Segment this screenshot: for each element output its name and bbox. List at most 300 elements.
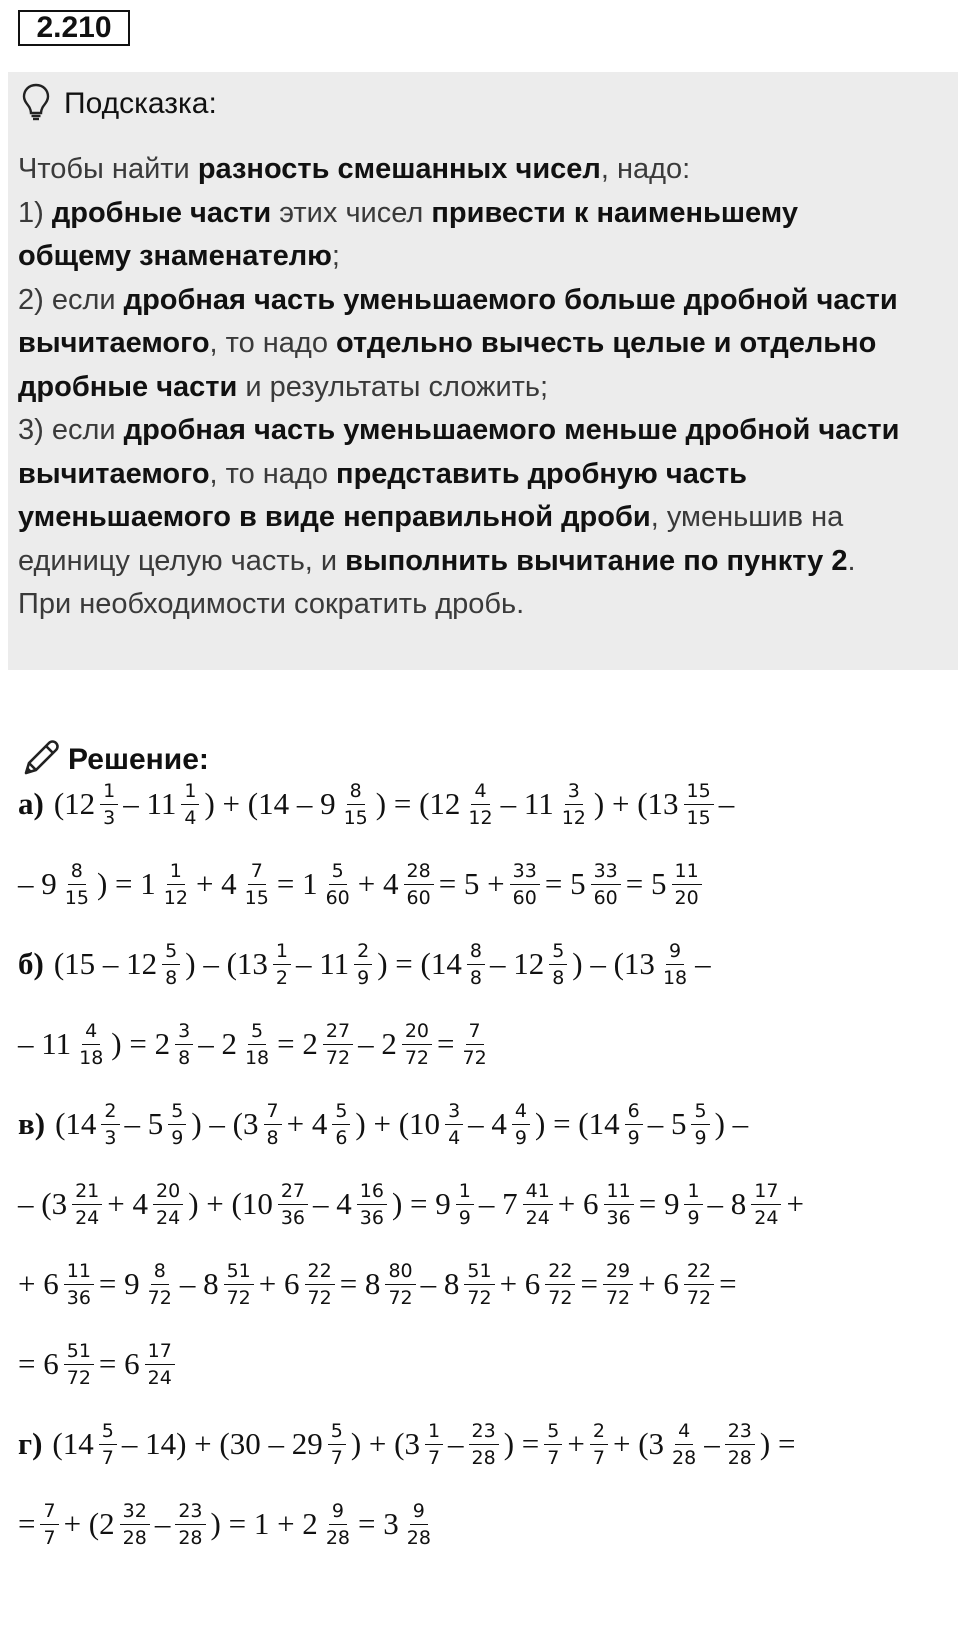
- fraction-numerator: 51: [224, 1260, 254, 1285]
- hint-bold-text: дробные части: [18, 370, 238, 403]
- fraction: [385, 1260, 415, 1309]
- math-text: ) + (13: [593, 786, 679, 821]
- fraction-denominator: 36: [66, 1286, 91, 1309]
- fraction: [273, 940, 291, 989]
- fraction-numerator: 2: [101, 1100, 119, 1125]
- fraction-numerator: 8: [467, 940, 485, 965]
- math-text: – 7: [478, 1186, 518, 1221]
- fraction: [512, 1100, 530, 1149]
- fraction-numerator: 8: [68, 860, 86, 885]
- fraction: [684, 780, 714, 829]
- math-text: ) – (13: [572, 946, 655, 981]
- fraction: [464, 1260, 494, 1309]
- hint-text-segment: , надо:: [600, 153, 691, 185]
- fraction-numerator: 51: [464, 1260, 494, 1285]
- fraction-denominator: 7: [592, 1446, 605, 1469]
- fraction: [145, 1340, 175, 1389]
- fraction-denominator: 24: [156, 1206, 181, 1229]
- math-text: –: [695, 946, 711, 981]
- fraction-numerator: 20: [153, 1180, 183, 1205]
- fraction-numerator: 4: [675, 1420, 693, 1445]
- fraction: [175, 1500, 205, 1549]
- fraction-denominator: 7: [43, 1526, 56, 1549]
- fraction-numerator: 11: [604, 1180, 634, 1205]
- fraction-numerator: 4: [82, 1020, 100, 1045]
- fraction: [224, 1260, 254, 1309]
- fraction: [62, 860, 92, 909]
- hint-text-segment: ;: [331, 240, 340, 272]
- fraction-denominator: 60: [325, 886, 350, 909]
- fraction: [76, 1020, 106, 1069]
- fraction: [328, 1420, 346, 1469]
- math-text: –: [704, 1426, 720, 1461]
- math-text: + (2: [63, 1506, 115, 1541]
- fraction-denominator: 72: [307, 1286, 332, 1309]
- fraction-numerator: 22: [545, 1260, 575, 1285]
- fraction: [153, 1180, 183, 1229]
- fraction-numerator: 80: [385, 1260, 415, 1285]
- fraction-denominator: 3: [104, 1126, 117, 1149]
- fraction: [40, 1500, 58, 1549]
- math-text: – 11: [18, 1026, 72, 1061]
- item-label: а): [18, 786, 44, 821]
- math-text: – 11: [123, 786, 177, 821]
- fraction: [625, 1100, 643, 1149]
- fraction-denominator: 18: [79, 1046, 104, 1069]
- hint-text-segment: , то надо: [209, 327, 337, 359]
- fraction: [357, 1180, 387, 1229]
- math-text: = 6: [98, 1346, 140, 1381]
- fraction: [305, 1260, 335, 1309]
- math-text: ) = (12: [375, 786, 461, 821]
- fraction-numerator: 3: [445, 1100, 463, 1125]
- fraction-denominator: 7: [547, 1446, 560, 1469]
- fraction-denominator: 28: [325, 1526, 350, 1549]
- fraction-denominator: 15: [343, 806, 368, 829]
- math-text: = 5: [625, 866, 667, 901]
- hint-bold-text: привести к наименьшему: [431, 196, 798, 229]
- hint-line: [18, 409, 948, 453]
- fraction-numerator: 9: [666, 940, 684, 965]
- fraction-denominator: 60: [512, 886, 537, 909]
- fraction-denominator: 6: [335, 1126, 348, 1149]
- fraction-numerator: 9: [410, 1500, 428, 1525]
- math-text: + 4: [357, 866, 399, 901]
- task-number: 2.210: [18, 10, 130, 46]
- fraction: [161, 860, 191, 909]
- fraction-denominator: 9: [627, 1126, 640, 1149]
- fraction-denominator: 9: [357, 966, 370, 989]
- math-text: ) – (13: [185, 946, 268, 981]
- fraction-denominator: 28: [122, 1526, 147, 1549]
- fraction: [242, 1020, 272, 1069]
- fraction-numerator: 3: [175, 1020, 193, 1045]
- hint-bold-text: вычитаемого: [18, 457, 210, 490]
- fraction-numerator: 7: [248, 860, 266, 885]
- math-text: =: [719, 1266, 737, 1301]
- fraction-denominator: 72: [605, 1286, 631, 1309]
- fraction-denominator: 60: [593, 886, 618, 909]
- fraction: [323, 860, 353, 909]
- fraction: [510, 860, 540, 909]
- fraction: [100, 780, 118, 829]
- fraction-denominator: 72: [388, 1286, 413, 1309]
- hint-line: [18, 453, 948, 497]
- hint-line: [18, 192, 948, 236]
- math-text: – 2: [358, 1026, 397, 1061]
- item-label: в): [18, 1106, 46, 1141]
- fraction: [181, 780, 199, 829]
- math-text: = 3: [358, 1506, 399, 1541]
- fraction-denominator: 3: [103, 806, 116, 829]
- math-text: ) + (14 – 9: [204, 786, 336, 821]
- fraction-numerator: 9: [329, 1500, 347, 1525]
- fraction: [278, 1180, 308, 1229]
- solution-line: [18, 932, 948, 996]
- fraction-denominator: 36: [359, 1206, 384, 1229]
- fraction: [354, 940, 372, 989]
- math-text: ) + (10: [188, 1186, 273, 1221]
- hint-text-segment: 1): [18, 196, 52, 229]
- math-text: – 4: [313, 1186, 352, 1221]
- hint-text-segment: При необходимости сократить дробь.: [18, 588, 525, 620]
- fraction-denominator: 9: [458, 1206, 471, 1229]
- fraction-numerator: 17: [751, 1180, 781, 1205]
- fraction-denominator: 8: [469, 966, 482, 989]
- fraction-numerator: 15: [684, 780, 714, 805]
- fraction-denominator: 28: [727, 1446, 752, 1469]
- solution-line: [18, 1092, 948, 1156]
- math-text: (14: [55, 1106, 97, 1141]
- fraction: [660, 940, 690, 989]
- math-text: + 4: [286, 1106, 328, 1141]
- fraction: [404, 1500, 434, 1549]
- math-text: = 8: [339, 1266, 381, 1301]
- fraction-denominator: 9: [171, 1126, 184, 1149]
- fraction-numerator: 51: [64, 1340, 94, 1365]
- fraction-denominator: 8: [266, 1126, 279, 1149]
- fraction: [549, 940, 567, 989]
- fraction: [162, 940, 180, 989]
- math-text: = 1: [276, 866, 318, 901]
- fraction-numerator: 5: [99, 1420, 117, 1445]
- fraction-denominator: 18: [244, 1046, 270, 1069]
- math-text: –: [718, 786, 735, 821]
- hint-line: [18, 235, 948, 279]
- fraction-numerator: 5: [544, 1420, 562, 1445]
- fraction-denominator: 4: [184, 806, 197, 829]
- fraction-denominator: 7: [330, 1446, 343, 1469]
- hint-line: [18, 148, 948, 192]
- math-text: + 6: [638, 1266, 679, 1301]
- item-label: б): [18, 946, 44, 981]
- fraction-denominator: 8: [552, 966, 565, 989]
- fraction: [603, 1260, 633, 1309]
- fraction: [264, 1100, 282, 1149]
- fraction: [591, 860, 621, 909]
- fraction-denominator: 36: [280, 1206, 306, 1229]
- fraction: [64, 1340, 94, 1389]
- hint-title: Подсказка:: [64, 87, 217, 120]
- hint-text-segment: , то надо: [209, 457, 337, 490]
- fraction-numerator: 4: [471, 780, 489, 805]
- math-text: =: [580, 1266, 598, 1301]
- math-text: + 6: [258, 1266, 300, 1301]
- fraction-numerator: 5: [168, 1100, 186, 1125]
- fraction-denominator: 9: [694, 1126, 707, 1149]
- fraction: [672, 860, 702, 909]
- hint-bold-text: дробная часть уменьшаемого больше дробной части: [123, 283, 898, 316]
- fraction-numerator: 20: [402, 1020, 432, 1045]
- fraction-numerator: 5: [162, 940, 180, 965]
- fraction: [101, 1100, 119, 1149]
- fraction: [590, 1420, 608, 1469]
- fraction: [175, 1020, 193, 1069]
- fraction-numerator: 1: [684, 1180, 702, 1205]
- fraction-denominator: 20: [674, 886, 699, 909]
- hint-text-segment: и результаты сложить;: [237, 370, 549, 403]
- solution-line: [18, 1332, 948, 1396]
- fraction-numerator: 5: [329, 860, 347, 885]
- math-text: – 5: [124, 1106, 164, 1141]
- fraction-numerator: 7: [40, 1500, 58, 1525]
- fraction: [341, 780, 371, 829]
- math-text: = 6: [18, 1346, 59, 1381]
- fraction-numerator: 28: [404, 860, 434, 885]
- fraction: [751, 1180, 781, 1229]
- math-text: – 2: [198, 1026, 237, 1061]
- solution-line: [18, 1172, 948, 1236]
- math-text: + (3: [612, 1426, 665, 1461]
- hint-line: [18, 583, 948, 627]
- fraction-denominator: 15: [686, 806, 711, 829]
- fraction-numerator: 2: [354, 940, 372, 965]
- fraction: [168, 1100, 186, 1149]
- math-text: ) = (14: [535, 1106, 620, 1141]
- fraction: [425, 1420, 443, 1469]
- fraction-denominator: 12: [561, 806, 586, 829]
- fraction-denominator: 24: [75, 1206, 100, 1229]
- fraction-denominator: 72: [66, 1366, 91, 1389]
- hint-text-segment: , уменьшив на: [650, 501, 844, 533]
- math-text: – 4: [468, 1106, 507, 1141]
- math-text: = 9: [638, 1186, 680, 1221]
- math-text: = 2: [277, 1026, 318, 1061]
- fraction-denominator: 72: [147, 1286, 172, 1309]
- fraction: [469, 1420, 499, 1469]
- fraction: [404, 860, 434, 909]
- math-text: + 6: [557, 1186, 599, 1221]
- fraction-numerator: 41: [523, 1180, 553, 1205]
- fraction-numerator: 1: [181, 780, 199, 805]
- hint-bold-text: общему знаменателю: [18, 240, 332, 272]
- fraction-numerator: 1: [273, 940, 291, 965]
- solution-line: [18, 852, 948, 916]
- fraction-denominator: 7: [427, 1446, 441, 1469]
- fraction-numerator: 16: [357, 1180, 387, 1205]
- math-text: – 9: [18, 866, 57, 901]
- math-text: = 9: [98, 1266, 140, 1301]
- fraction: [72, 1180, 102, 1229]
- solution-line: [18, 1012, 948, 1076]
- fraction-denominator: 28: [471, 1446, 496, 1469]
- fraction-denominator: 72: [462, 1046, 487, 1069]
- fraction-numerator: 22: [305, 1260, 335, 1285]
- fraction: [544, 1420, 562, 1469]
- fraction-numerator: 33: [510, 860, 540, 885]
- hint-bold-text: отдельно вычесть целые и отдельно: [336, 327, 877, 359]
- fraction: [604, 1180, 634, 1229]
- fraction: [402, 1020, 432, 1069]
- math-text: ) =: [503, 1426, 540, 1461]
- math-text: ) – (3: [191, 1106, 259, 1141]
- fraction-numerator: 29: [603, 1260, 633, 1285]
- fraction: [467, 940, 485, 989]
- fraction-denominator: 12: [468, 806, 493, 829]
- fraction-numerator: 27: [323, 1020, 353, 1045]
- fraction-denominator: 24: [754, 1206, 779, 1229]
- fraction-numerator: 5: [328, 1420, 346, 1445]
- math-text: ) = (14: [377, 946, 462, 981]
- fraction-denominator: 9: [514, 1126, 527, 1149]
- fraction-numerator: 23: [725, 1420, 755, 1445]
- fraction-denominator: 72: [548, 1286, 573, 1309]
- math-text: ) = 1: [96, 866, 156, 901]
- fraction-numerator: 1: [167, 860, 185, 885]
- fraction: [64, 1260, 94, 1309]
- math-text: –: [154, 1506, 171, 1541]
- hint-text-segment: единицу целую часть, и: [18, 544, 346, 577]
- fraction: [459, 1020, 489, 1069]
- fraction: [445, 1100, 463, 1149]
- fraction-denominator: 24: [147, 1366, 172, 1389]
- solution-title: Решение:: [68, 743, 209, 776]
- hint-line: [18, 496, 948, 540]
- fraction: [120, 1500, 150, 1549]
- math-text: – 11: [500, 786, 554, 821]
- fraction-numerator: 6: [625, 1100, 643, 1125]
- fraction-numerator: 11: [672, 860, 702, 885]
- fraction: [323, 1500, 353, 1549]
- fraction-numerator: 33: [591, 860, 621, 885]
- hint-box: [8, 72, 958, 670]
- fraction-numerator: 3: [565, 780, 583, 805]
- fraction-numerator: 7: [264, 1100, 282, 1125]
- fraction-numerator: 1: [425, 1420, 443, 1445]
- fraction-denominator: 9: [687, 1206, 700, 1229]
- fraction-numerator: 17: [145, 1340, 175, 1365]
- fraction-denominator: 36: [606, 1206, 631, 1229]
- math-text: – 8: [420, 1266, 460, 1301]
- fraction-denominator: 72: [226, 1286, 251, 1309]
- math-text: ) =: [759, 1426, 796, 1461]
- fraction: [456, 1180, 474, 1229]
- math-text: = 5: [544, 866, 586, 901]
- fraction: [465, 780, 495, 829]
- hint-bold-text: выполнить вычитание по пункту 2: [345, 544, 848, 577]
- fraction-denominator: 28: [406, 1526, 431, 1549]
- hint-text-segment: этих чисел: [271, 196, 432, 229]
- fraction-denominator: 72: [686, 1286, 712, 1309]
- fraction-denominator: 72: [404, 1046, 429, 1069]
- math-text: – 14) + (30 – 29: [121, 1426, 323, 1461]
- math-text: + 6: [499, 1266, 541, 1301]
- fraction-numerator: 5: [691, 1100, 709, 1125]
- fraction-numerator: 11: [64, 1260, 94, 1285]
- math-text: + 6: [18, 1266, 59, 1301]
- fraction-denominator: 12: [163, 886, 188, 909]
- hint-line: [18, 366, 948, 410]
- hint-bold-text: разность смешанных чисел: [197, 153, 601, 185]
- fraction-denominator: 7: [101, 1446, 114, 1469]
- hint-text-segment: 3) если: [18, 414, 124, 446]
- math-text: –: [448, 1426, 464, 1461]
- fraction-numerator: 5: [332, 1100, 350, 1125]
- math-text: ) = 2: [111, 1026, 171, 1061]
- math-text: ) –: [714, 1106, 749, 1141]
- math-text: + 4: [107, 1186, 148, 1221]
- solution-line: [18, 1412, 948, 1476]
- math-text: =: [437, 1026, 455, 1061]
- math-text: (12: [53, 786, 96, 821]
- hint-line: [18, 279, 948, 323]
- solution-line: [18, 1492, 948, 1556]
- hint-bold-text: представить дробную часть: [336, 457, 747, 490]
- fraction-numerator: 32: [120, 1500, 150, 1525]
- fraction: [242, 860, 272, 909]
- hint-text-segment: .: [847, 544, 856, 577]
- math-text: =: [18, 1506, 36, 1541]
- fraction: [559, 780, 589, 829]
- fraction-denominator: 8: [165, 966, 178, 989]
- solution-line: [18, 772, 948, 836]
- hint-header: [22, 84, 217, 124]
- fraction-denominator: 60: [406, 886, 431, 909]
- hint-bold-text: дробная часть уменьшаемого меньше дробной части: [123, 414, 900, 446]
- math-text: – 8: [179, 1266, 219, 1301]
- math-text: ) + (3: [350, 1426, 420, 1461]
- math-text: (15 – 12: [53, 946, 158, 981]
- fraction: [684, 1180, 702, 1229]
- fraction: [669, 1420, 699, 1469]
- hint-line: [18, 540, 948, 584]
- fraction-numerator: 4: [512, 1100, 530, 1125]
- fraction-numerator: 1: [100, 780, 118, 805]
- fraction-denominator: 8: [178, 1046, 191, 1069]
- fraction-numerator: 23: [469, 1420, 499, 1445]
- fraction-numerator: 1: [456, 1180, 474, 1205]
- lightbulb-icon: [22, 83, 50, 126]
- fraction-denominator: 15: [244, 886, 269, 909]
- math-text: – 11: [296, 946, 350, 981]
- fraction: [145, 1260, 175, 1309]
- fraction-numerator: 2: [590, 1420, 608, 1445]
- math-text: ) = 1 + 2: [210, 1506, 318, 1541]
- hint-bold-text: вычитаемого: [18, 327, 210, 359]
- hint-bold-text: уменьшаемого в виде неправильной дроби: [18, 501, 651, 533]
- math-text: +: [786, 1186, 804, 1221]
- solution-line: [18, 1252, 948, 1316]
- fraction-denominator: 72: [467, 1286, 492, 1309]
- fraction: [691, 1100, 709, 1149]
- fraction-numerator: 22: [684, 1260, 714, 1285]
- fraction-numerator: 5: [549, 940, 567, 965]
- math-text: – (3: [18, 1186, 68, 1221]
- fraction: [523, 1180, 553, 1229]
- math-text: ) = 9: [391, 1186, 451, 1221]
- hint-bold-text: дробные части: [51, 196, 272, 229]
- hint-text: [18, 148, 948, 627]
